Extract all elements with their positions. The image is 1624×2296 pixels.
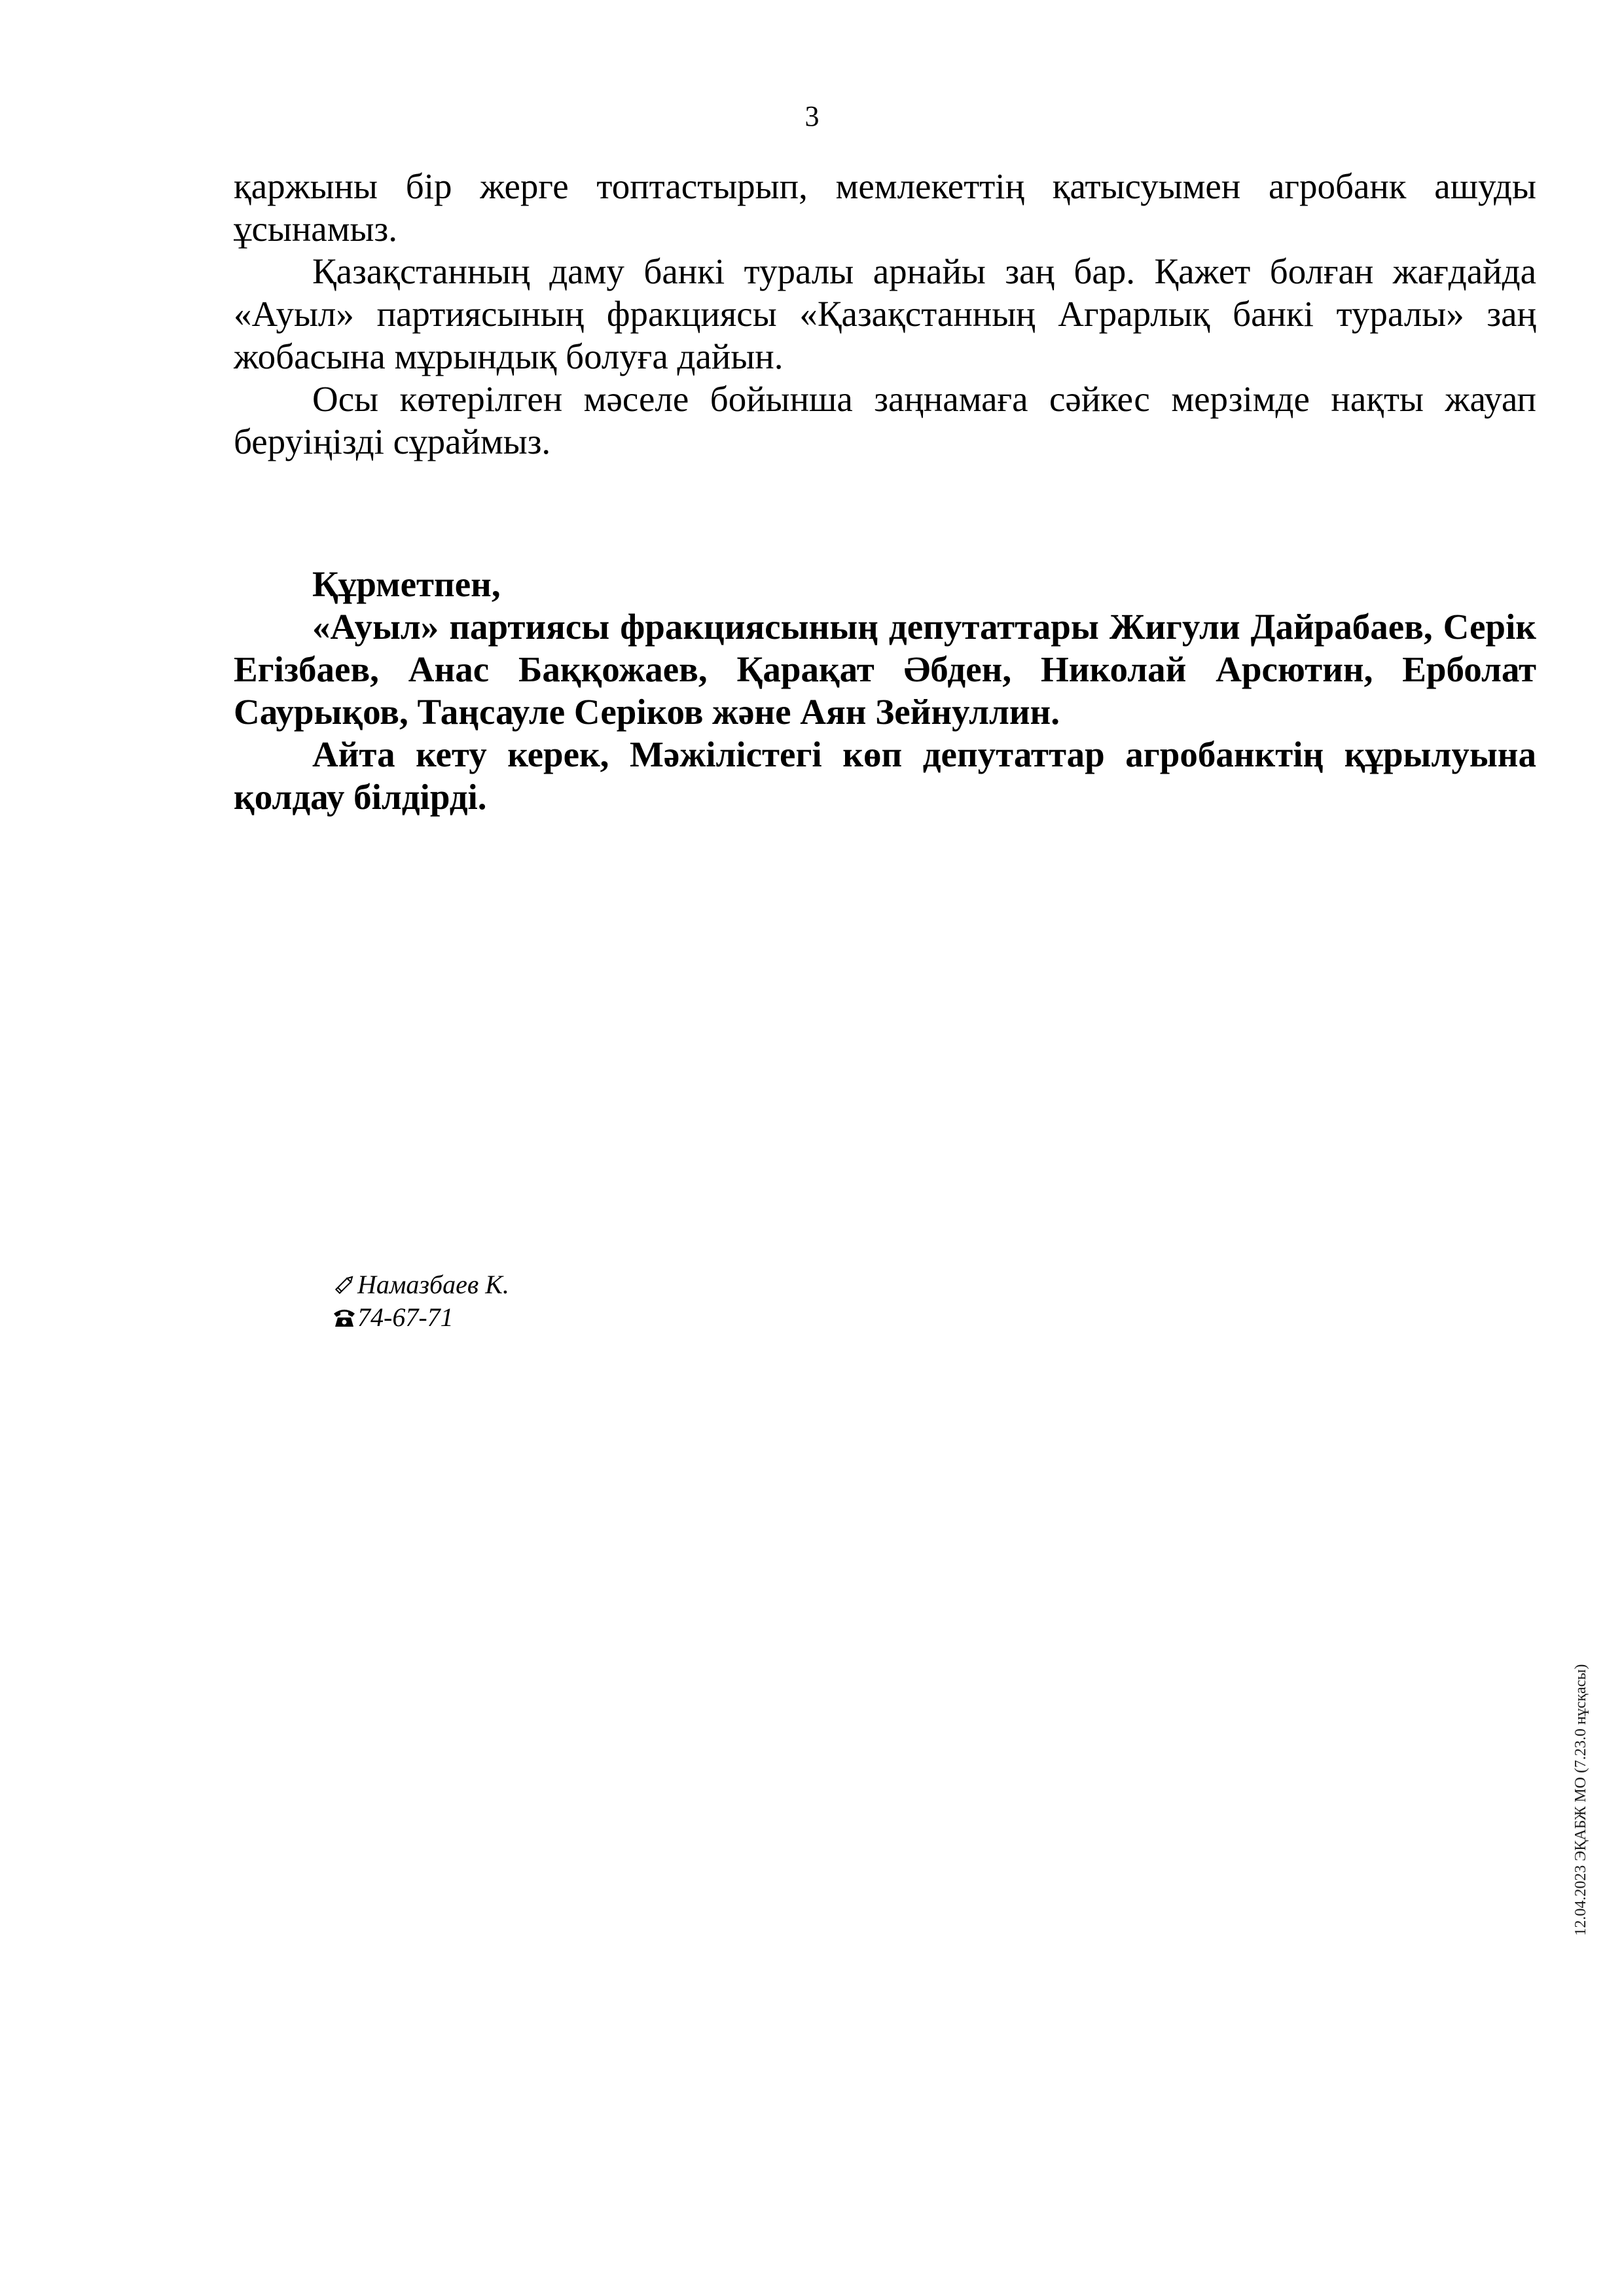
- body-paragraph-development-bank: Қазақстанның даму банкі туралы арнайы заң бар. Қажет болған жағдайда «Ауыл» партиясының фракциясы «Қазақстанның Аграрлық банкі туралы» заң жобасына мұрындық болуға дайын.: [234, 251, 1536, 376]
- contact-phone: 74-67-71: [357, 1302, 454, 1332]
- closing-signatories: «Ауыл» партиясы фракциясының депутаттары Жигули Дайрабаев, Серік Егізбаев, Анас Баққожаев, Қарақат Әбден, Николай Арсютин, Ерболат Саурықов, Таңсауле Серіков және Аян Зейнуллин.: [234, 607, 1536, 732]
- closing-block: [234, 563, 1536, 818]
- registration-stamp-text: 12.04.2023 ЭҚАБЖ МО (7.23.0 нұсқасы): [1572, 1664, 1589, 1936]
- closing-salutation: Құрметпен,: [312, 564, 501, 604]
- letter-body: [234, 165, 1536, 463]
- pencil-icon: [331, 1272, 357, 1298]
- body-paragraph-continuation: қаржыны бір жерге топтастырып, мемлекеттің қатысуымен агробанк ашуды ұсынамыз.: [234, 166, 1536, 249]
- body-paragraph-request: Осы көтерілген мәселе бойынша заңнамаға сәйкес мерзімде нақты жауап беруіңізді сұраймыз.: [234, 379, 1536, 461]
- closing-note: Айта кету керек, Мәжілістегі көп депутаттар агробанктің құрылуына қолдау білдірді.: [234, 734, 1536, 817]
- contact-name-line: [331, 1268, 509, 1301]
- page-number: 3: [804, 100, 820, 132]
- contact-phone-line: [331, 1301, 509, 1334]
- registration-stamp: [1568, 1623, 1594, 1977]
- telephone-icon: [331, 1304, 357, 1331]
- contact-name: Намазбаев К.: [357, 1270, 509, 1299]
- contact-block: [331, 1268, 509, 1334]
